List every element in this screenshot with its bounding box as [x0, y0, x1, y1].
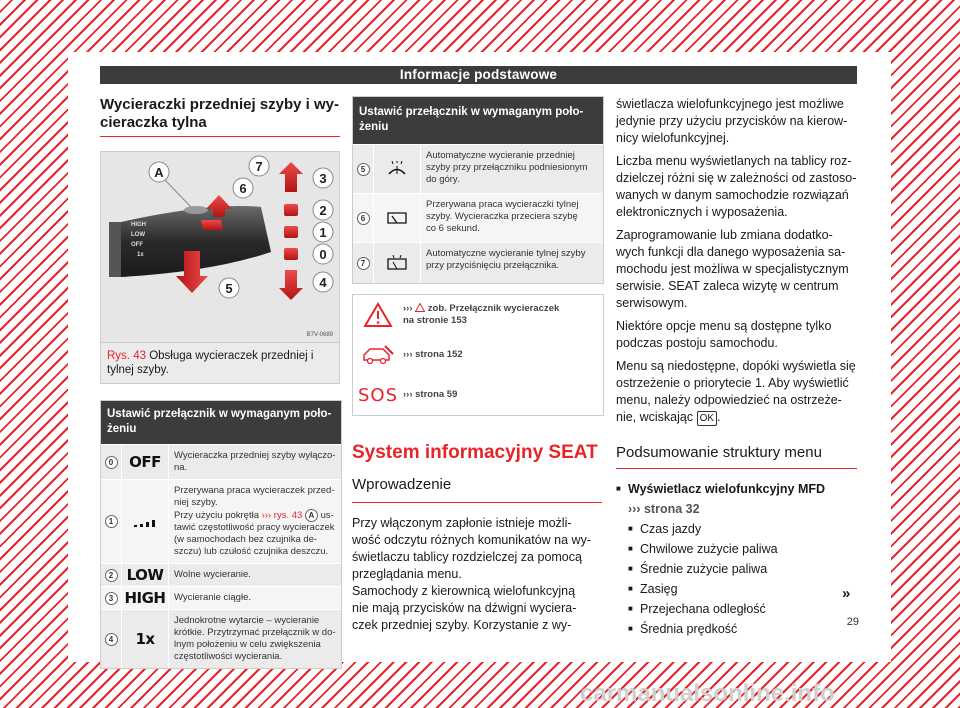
paragraph [616, 358, 857, 426]
mfd-page-link[interactable]: ››› strona 32 [628, 502, 700, 516]
position-0-marker [284, 248, 298, 260]
lever-end [109, 222, 121, 277]
page-header: Informacje podstawowe [100, 66, 857, 84]
row-number: 5 [357, 163, 370, 176]
mfd-submenu-list [616, 519, 857, 639]
off-symbol: OFF [129, 453, 161, 471]
sos-icon: SOS [357, 384, 399, 406]
list-item: ■ Średnia prędkość [628, 619, 857, 639]
list-item: ■ Przejechana odległość [628, 599, 857, 619]
section-title: System informacyjny SEAT [352, 442, 598, 463]
paragraph: Zaprogramowanie lub zmiana dodatko- wych funkcji dla danego wyposażenia sa- mochodu jest możliwa w specjalistycznym serwisie. SEAT zaleca wizytę w centrum serwisowym. [616, 228, 849, 310]
menu-structure-list [616, 479, 857, 519]
figure-code: B7V-0689 [306, 332, 333, 338]
intro-paragraph: Przy włączonym zapłonie istnieje możli- wość odczytu różnych komunikatów na wy- świetlaczu tablicy rozdzielczej za pomocą przeglądania menu. Samochody z kierownicą wielofunkcyjną nie mają przycisków na dźwigni wyciera- czek przedniej szyby. Korzystanie z wy- [352, 516, 591, 632]
table-row [101, 479, 341, 563]
single-wipe-symbol: 1x [135, 630, 155, 648]
callout-6: 6 [239, 181, 247, 196]
lever-label-off: OFF [131, 242, 143, 248]
row-text: Przerywana praca wycieraczki tylnej szyby. Wycieraczka przeciera szybę co 6 sekund. [426, 199, 579, 234]
list-item: ■ Chwilowe zużycie paliwa [628, 539, 857, 559]
rear-wiper-table [352, 96, 604, 284]
washer-spray-icon [386, 161, 408, 177]
reference-link[interactable] [403, 303, 559, 327]
paragraph-end: . [717, 410, 721, 424]
paragraph: Liczba menu wyświetlanych na tablicy roz- dzielczej różni się w zależności od zastoso- wanych w danym samochodzie rozwiązań elektronicznych i wyposażenia. [616, 154, 857, 219]
row-number: 3 [105, 592, 118, 605]
interval-bars-icon [133, 516, 157, 528]
reference-arrow: ››› [403, 303, 416, 314]
table-row [353, 144, 603, 193]
wiper-lever-figure [100, 151, 340, 343]
callout-3: 3 [319, 171, 327, 186]
up-arrow-3 [279, 162, 303, 192]
left-column [100, 96, 340, 669]
ok-key: OK [697, 411, 717, 426]
small-warning-icon [415, 303, 425, 312]
lever-rotary-knob [184, 206, 208, 214]
reference-link[interactable]: ››› strona 59 [403, 389, 458, 400]
reference-row [353, 335, 603, 375]
table-row [101, 444, 341, 479]
table-row [353, 193, 603, 242]
paragraph: świetlacza wielofunkcyjnego jest możliwe jedynie przy użyciu przycisków na kierow- nicy wielofunkcyjnej. [616, 97, 848, 145]
figure-ref[interactable]: Rys. 43 [107, 350, 146, 362]
row-text [169, 480, 341, 563]
reference-row [353, 375, 603, 415]
wiper-lever-illustration [101, 152, 339, 342]
rear-wiper-icon [386, 211, 408, 225]
warning-triangle-icon [363, 302, 393, 328]
lever-label-low: LOW [131, 232, 145, 238]
callout-7: 7 [255, 159, 263, 174]
position-1-marker [284, 226, 298, 238]
list-item: ■ Czas jazdy [628, 519, 857, 539]
list-item: ■ Średnie zużycie paliwa [628, 559, 857, 579]
reference-row [353, 295, 603, 335]
callout-1: 1 [319, 225, 327, 240]
row-text: Jednokrotne wytarcie – wycieranie krótkie. Przytrzymać przełącznik w do- lnym położeniu w celu zwiększenia częstotliwości wycierania. [174, 615, 336, 662]
row-text: Wycieraczka przedniej szyby wyłączo- na. [174, 450, 336, 473]
row-text: Automatyczne wycieranie tylnej szyby przy przyciśnięciu przełącznika. [426, 248, 586, 271]
down-arrow-4 [279, 270, 303, 300]
middle-column [352, 96, 602, 634]
callout-0: 0 [319, 247, 327, 262]
callout-a-leader [165, 180, 191, 207]
row-text: Wolne wycieranie. [174, 569, 251, 580]
car-wrench-icon [361, 344, 395, 366]
row-number: 2 [105, 569, 118, 582]
summary-heading: Podsumowanie struktury menu [616, 444, 822, 461]
row-number: 0 [105, 456, 118, 469]
list-item [616, 479, 857, 519]
high-symbol: HIGH [124, 589, 166, 607]
rear-washer-icon [386, 255, 408, 271]
reference-box [352, 294, 604, 416]
wiper-position-table [100, 400, 342, 669]
page-number: 29 [846, 616, 859, 628]
callout-4: 4 [319, 275, 327, 290]
section-heading: Wycieraczki przedniej szyby i wy- cieraczka tylna [100, 96, 339, 131]
reference-link[interactable]: ››› strona 152 [403, 349, 463, 360]
row-text: Automatyczne wycieranie przedniej szyby przy przełączniku podniesionym do góry. [426, 150, 588, 185]
table-header: Ustawić przełącznik w wymaganym poło- żeniu [353, 97, 603, 144]
push-arrow-6 [201, 220, 223, 230]
callout-a-ref: A [305, 509, 318, 522]
figure-caption-text: Obsługa wycieraczek przedniej i tylnej szyby. [107, 350, 314, 376]
section-subtitle: Wprowadzenie [352, 476, 452, 493]
subtitle-rule [352, 502, 602, 503]
row-text-part: Przerywana praca wycieraczek przed- niej szyby. Przy użyciu pokrętła [174, 485, 335, 521]
paragraph-text: Menu są niedostępne, dopóki wyświetla się ostrzeżenie o priorytecie 1. Aby wyświetlić menu, należy odpowiedzieć na ostrzeże- nie, wciskając [616, 359, 856, 424]
watermark: carmanualsonline.info [580, 680, 835, 707]
row-number: 6 [357, 212, 370, 225]
lever-label-1x: 1x [137, 252, 144, 258]
callout-a: A [154, 165, 164, 180]
right-column [616, 96, 857, 639]
callout-2: 2 [319, 203, 327, 218]
continue-marker: » [842, 585, 851, 602]
row-text-part: us- tawić częstotliwość pracy wycieraczek (w samochodach bez czujnika de- szczu) lub czułość czujnika deszczu. [174, 510, 335, 557]
summary-rule [616, 468, 857, 469]
lever-label-high: HIGH [131, 222, 146, 228]
reference-text: zob. Przełącznik wycieraczek na stronie 153 [403, 303, 560, 326]
row-number: 4 [105, 633, 118, 646]
heading-rule [100, 136, 340, 137]
figure-link[interactable]: ››› rys. 43 [261, 510, 303, 521]
table-row [101, 563, 341, 586]
figure-caption [100, 343, 340, 384]
position-2-marker [284, 204, 298, 216]
paragraph: Niektóre opcje menu są dostępne tylko podczas postoju samochodu. [616, 319, 832, 350]
table-row [101, 586, 341, 609]
low-symbol: LOW [126, 566, 164, 584]
mfd-label: Wyświetlacz wielofunkcyjny MFD [628, 482, 826, 496]
table-header: Ustawić przełącznik w wymaganym poło- żeniu [101, 401, 341, 444]
row-number: 7 [357, 257, 370, 270]
callout-5: 5 [225, 281, 233, 296]
table-row [353, 242, 603, 283]
table-row [101, 609, 341, 668]
list-item: ■ Zasięg [628, 579, 857, 599]
row-number: 1 [105, 515, 118, 528]
row-text: Wycieranie ciągłe. [174, 592, 252, 603]
